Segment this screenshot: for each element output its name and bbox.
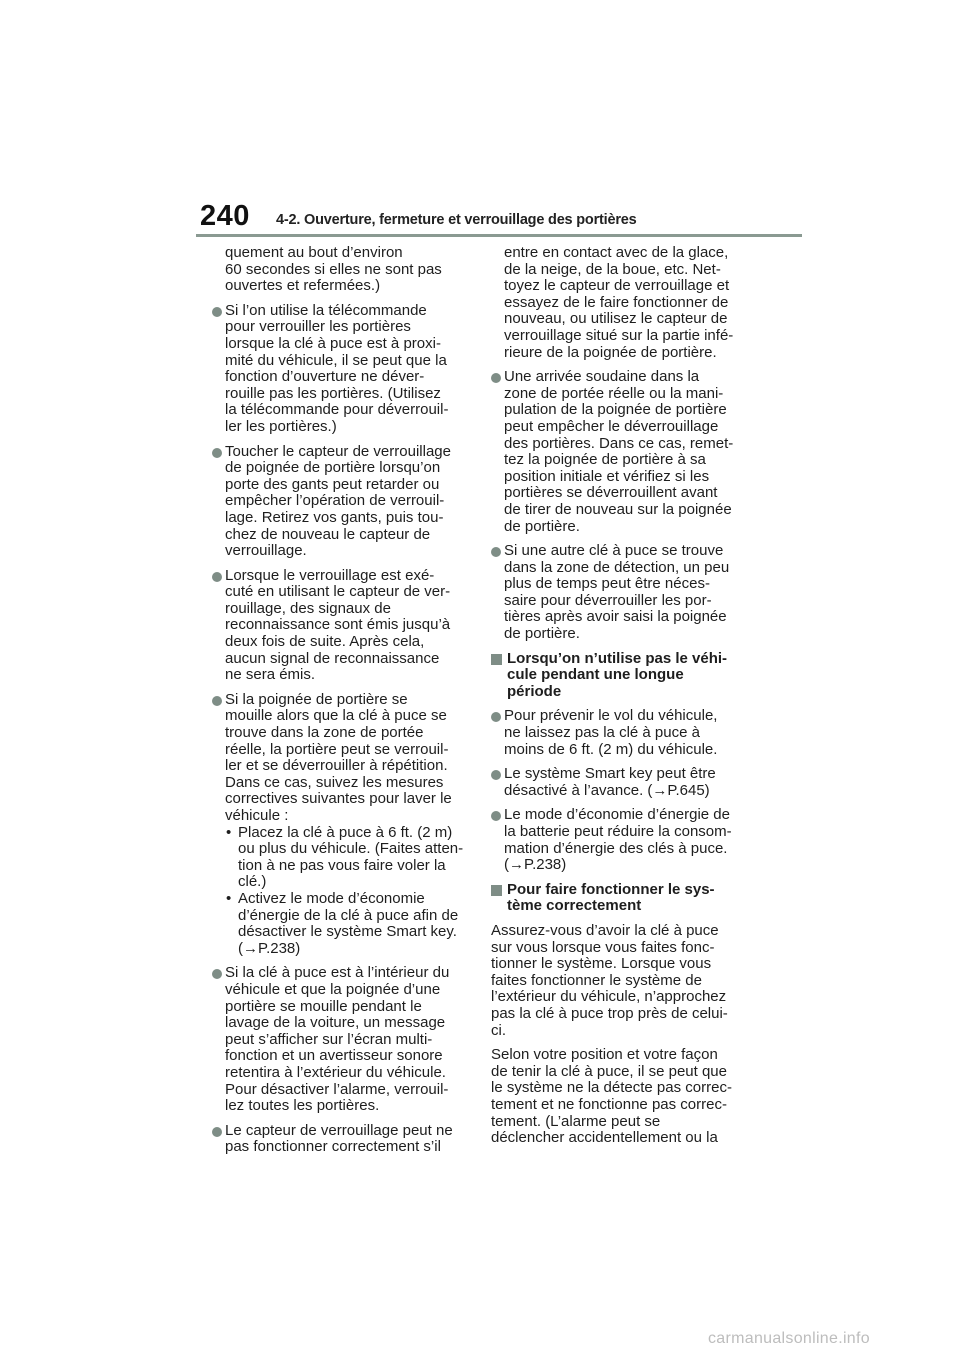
- text-line: dans la zone de détection, un peu: [504, 558, 730, 576]
- sub-bullet-item: [225, 891, 472, 957]
- text-line: toyez le capteur de verrouillage et: [504, 277, 730, 295]
- text-line: Pour prévenir le vol du véhicule,: [504, 707, 718, 725]
- left-column: [212, 245, 472, 1164]
- text-line: ci.: [491, 1021, 506, 1039]
- bullet-dot-icon: [491, 811, 501, 821]
- text-line: de poignée de portière lorsqu’on: [225, 459, 441, 477]
- text-line: rouillage, des signaux de: [225, 599, 391, 617]
- continuation-text: [212, 245, 472, 295]
- right-column: [491, 245, 755, 1155]
- text-line: (→P.238): [504, 856, 567, 874]
- text-line: correctives suivantes pour laver le: [225, 790, 452, 808]
- watermark: carmanualsonline.info: [708, 1330, 870, 1347]
- text-line: saire pour déverrouiller les por-: [504, 591, 712, 609]
- text-line: tement et ne fonctionne pas correc-: [491, 1095, 727, 1113]
- text-line: de la neige, de la boue, etc. Net-: [504, 260, 721, 278]
- square-marker-icon: [491, 885, 502, 896]
- text-line: Si l’on utilise la télécommande: [225, 301, 427, 319]
- sub-bullet-item: [225, 825, 472, 891]
- text-line: Une arrivée soudaine dans la: [504, 368, 700, 386]
- text-line: entre en contact avec de la glace,: [504, 244, 729, 261]
- body-paragraph: [491, 1047, 755, 1147]
- bullet-dot-icon: [212, 307, 222, 317]
- text-line: zone de portée réelle ou la mani-: [504, 384, 724, 402]
- text-line: des portières. Dans ce cas, remet-: [504, 434, 734, 452]
- text-line: Dans ce cas, suivez les mesures: [225, 773, 444, 791]
- text-line: déclencher accidentellement ou la: [491, 1129, 718, 1147]
- body-paragraph: [491, 923, 755, 1039]
- text-line: rieure de la poignée de portière.: [504, 343, 717, 361]
- text-line: pas la clé à puce trop près de celui-: [491, 1004, 728, 1022]
- text-line: verrouillage.: [225, 542, 307, 560]
- text-line: Le capteur de verrouillage peut ne: [225, 1121, 453, 1139]
- text-line: désactiver le système Smart key.: [238, 923, 457, 941]
- text-line: essayez de le faire fonctionner de: [504, 293, 729, 311]
- bullet-item: [212, 965, 472, 1114]
- text-line: ou plus du véhicule. (Faites atten-: [238, 840, 464, 858]
- text-line: Si la poignée de portière se: [225, 690, 408, 708]
- text-line: tières après avoir saisi la poignée: [504, 608, 727, 626]
- bullet-dot-icon: [212, 448, 222, 458]
- page-header: [196, 200, 802, 240]
- text-line: reconnaissance sont émis jusqu’à: [225, 616, 451, 634]
- text-line: chez de nouveau le capteur de: [225, 525, 431, 543]
- bullet-item: [491, 543, 755, 643]
- text-line: peut empêcher le déverrouillage: [504, 417, 719, 435]
- bullet-item: [491, 807, 755, 873]
- text-line: Le mode d’économie d’énergie de: [504, 806, 730, 824]
- text-line: tez la poignée de portière à sa: [504, 451, 706, 469]
- page-number: 240: [200, 200, 250, 232]
- text-line: position initiale et vérifiez si les: [504, 467, 710, 485]
- text-line: ler et se déverrouiller à répétition.: [225, 757, 448, 775]
- text-line: trouve dans la zone de portée: [225, 724, 424, 742]
- bullet-item: [212, 692, 472, 958]
- bullet-item: [491, 766, 755, 799]
- bullet-dot-icon: [212, 572, 222, 582]
- text-line: Pour désactiver l’alarme, verrouil-: [225, 1080, 449, 1098]
- text-line: portière se mouille pendant le: [225, 997, 422, 1015]
- text-line: mation d’énergie des clés à puce.: [504, 839, 728, 857]
- bullet-item: [212, 568, 472, 684]
- bullet-dot-icon: [212, 969, 222, 979]
- text-line: cuté en utilisant le capteur de ver-: [225, 583, 451, 601]
- text-line: aucun signal de reconnaissance: [225, 649, 440, 667]
- text-line: désactivé à l’avance. (→P.645): [504, 781, 710, 799]
- text-line: porte des gants peut retarder ou: [225, 475, 440, 493]
- text-line: moins de 6 ft. (2 m) du véhicule.: [504, 740, 718, 758]
- text-line: Si la clé à puce est à l’intérieur du: [225, 964, 450, 982]
- continuation-text: [491, 245, 755, 361]
- text-line: de tenir la clé à puce, il se peut que: [491, 1062, 727, 1080]
- text-line: (→P.238): [238, 939, 301, 957]
- text-line: tion à ne pas vous faire voler la: [238, 856, 446, 874]
- text-line: retentira à l’extérieur du véhicule.: [225, 1063, 446, 1081]
- text-line: tement. (L’alarme peut se: [491, 1112, 661, 1130]
- text-line: empêcher l’opération de verrouil-: [225, 492, 445, 510]
- text-line: Placez la clé à puce à 6 ft. (2 m): [238, 823, 453, 841]
- text-line: mouille alors que la clé à puce se: [225, 707, 447, 725]
- text-line: fonction et un avertisseur sonore: [225, 1047, 443, 1065]
- text-line: nouveau, ou utilisez le capteur de: [504, 310, 728, 328]
- text-line: Assurez-vous d’avoir la clé à puce: [491, 921, 719, 939]
- text-line: Toucher le capteur de verrouillage: [225, 442, 451, 460]
- text-line: cule pendant une longue: [507, 666, 684, 684]
- text-line: Selon votre position et votre façon: [491, 1046, 718, 1064]
- bullet-item: [212, 444, 472, 560]
- text-line: rouille pas les portières. (Utilisez: [225, 384, 441, 402]
- text-line: réelle, la portière peut se verrouil-: [225, 740, 449, 758]
- text-line: Le système Smart key peut être: [504, 765, 716, 783]
- text-line: sur vous lorsque vous faites fonc-: [491, 938, 715, 956]
- text-line: faites fonctionner le système de: [491, 971, 702, 989]
- text-line: verrouillage situé sur la partie infé-: [504, 326, 734, 344]
- text-line: lez toutes les portières.: [225, 1097, 380, 1115]
- text-line: la batterie peut réduire la consom-: [504, 823, 732, 840]
- bullet-dot-icon: [491, 712, 501, 722]
- text-line: de portière.: [504, 517, 580, 535]
- bullet-dot-icon: [212, 696, 222, 706]
- bullet-dot-icon: [212, 1127, 222, 1137]
- sub-bullet-icon: •: [226, 889, 232, 907]
- text-line: pour verrouiller les portières: [225, 318, 411, 336]
- text-line: véhicule et que la poignée d’une: [225, 980, 441, 998]
- text-line: quement au bout d’environ: [225, 244, 403, 261]
- section-heading: [491, 651, 755, 701]
- bullet-item: [212, 303, 472, 436]
- text-line: 60 secondes si elles ne sont pas: [225, 260, 442, 278]
- text-line: de tirer de nouveau sur la poignée: [504, 500, 732, 518]
- text-line: clé.): [238, 873, 267, 891]
- text-line: tème correctement: [507, 897, 642, 915]
- text-line: l’extérieur du véhicule, n’approchez: [491, 988, 727, 1006]
- text-line: Lorsque le verrouillage est exé-: [225, 566, 435, 584]
- bullet-dot-icon: [491, 373, 501, 383]
- text-line: pulation de la poignée de portière: [504, 401, 727, 419]
- text-line: Si une autre clé à puce se trouve: [504, 542, 724, 560]
- section-title: 4-2. Ouverture, fermeture et verrouillage des portières: [276, 212, 637, 228]
- text-line: pas fonctionner correctement s’il: [225, 1138, 441, 1156]
- text-line: ouvertes et refermées.): [225, 277, 381, 295]
- text-line: Activez le mode d’économie: [238, 889, 425, 907]
- text-line: plus de temps peut être néces-: [504, 575, 710, 593]
- text-line: véhicule :: [225, 807, 289, 824]
- text-line: lavage de la voiture, un message: [225, 1014, 446, 1032]
- text-line: lorsque la clé à puce est à proxi-: [225, 334, 441, 352]
- text-line: ne sera émis.: [225, 666, 316, 684]
- bullet-item: [491, 708, 755, 758]
- text-line: de portière.: [504, 625, 580, 643]
- text-line: ne laissez pas la clé à puce à: [504, 724, 700, 742]
- text-line: d’énergie de la clé à puce afin de: [238, 906, 459, 924]
- text-line: ler les portières.): [225, 417, 337, 435]
- bullet-dot-icon: [491, 547, 501, 557]
- sub-bullet-icon: •: [226, 823, 232, 841]
- text-line: période: [507, 682, 562, 700]
- text-line: tionner le système. Lorsque vous: [491, 955, 712, 973]
- bullet-item: [491, 369, 755, 535]
- text-line: mité du véhicule, il se peut que la: [225, 351, 447, 369]
- text-line: portières se déverrouillent avant: [504, 484, 718, 502]
- text-line: fonction d’ouverture ne déver-: [225, 368, 425, 386]
- text-line: deux fois de suite. Après cela,: [225, 633, 425, 651]
- bullet-dot-icon: [491, 770, 501, 780]
- section-heading: [491, 882, 755, 915]
- text-line: la télécommande pour déverrouil-: [225, 401, 449, 419]
- bullet-item: [212, 1123, 472, 1156]
- text-line: le système ne la détecte pas correc-: [491, 1079, 732, 1097]
- text-line: peut s’afficher sur l’écran multi-: [225, 1030, 433, 1048]
- header-rule: [196, 234, 802, 237]
- square-marker-icon: [491, 654, 502, 665]
- text-line: Pour faire fonctionner le sys-: [507, 880, 715, 898]
- text-line: lage. Retirez vos gants, puis tou-: [225, 508, 444, 526]
- text-line: Lorsqu’on n’utilise pas le véhi-: [507, 649, 728, 667]
